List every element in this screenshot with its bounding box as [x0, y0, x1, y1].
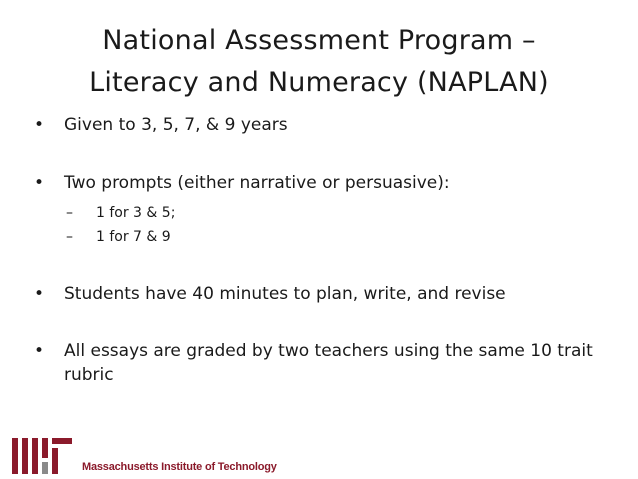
bullet-marker: •: [34, 115, 45, 135]
sub-bullet-text: 1 for 3 & 5;: [96, 205, 176, 221]
slide-title: [0, 20, 638, 104]
bullet-text: Given to 3, 5, 7, & 9 years: [64, 115, 288, 135]
footer-logo: [12, 438, 277, 474]
bullet-item: [30, 282, 620, 306]
bullet-marker: •: [34, 341, 45, 361]
bullet-list: [30, 113, 620, 387]
bullet-item: [30, 339, 620, 387]
institution-name: Massachusetts Institute of Technology: [82, 461, 277, 473]
title-line-1: National Assessment Program –: [102, 25, 536, 56]
bullet-item: [30, 171, 620, 195]
bullet-item: [30, 113, 620, 137]
sub-bullet-list: [66, 201, 620, 249]
sub-bullet-marker: –: [66, 205, 73, 221]
bullet-text: Students have 40 minutes to plan, write, and revise: [64, 284, 506, 304]
sub-bullet-marker: –: [66, 229, 73, 245]
bullet-text: All essays are graded by two teachers using the same 10 trait rubric: [64, 341, 593, 385]
bullet-marker: •: [34, 284, 45, 304]
title-line-2: Literacy and Numeracy (NAPLAN): [89, 67, 549, 98]
sub-bullet-item: [66, 201, 620, 225]
mit-logo-icon: [12, 438, 72, 474]
bullet-marker: •: [34, 173, 45, 193]
sub-bullet-item: [66, 225, 620, 249]
bullet-text: Two prompts (either narrative or persuasive):: [64, 173, 450, 193]
sub-bullet-text: 1 for 7 & 9: [96, 229, 171, 245]
